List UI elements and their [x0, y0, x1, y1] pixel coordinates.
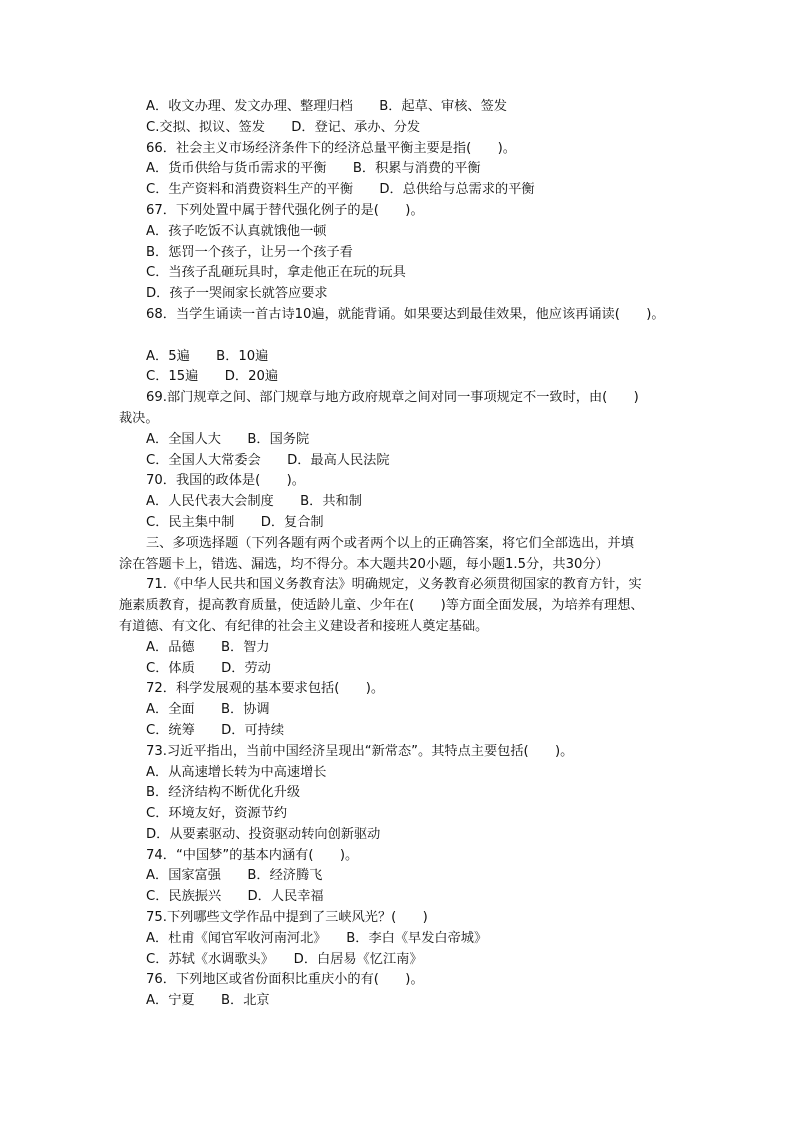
text-line: 73.习近平指出，当前中国经济呈现出“新常态”。其特点主要包括( )。	[146, 743, 574, 759]
text-line: 70．我国的政体是( )。	[146, 473, 305, 489]
text-line: C．民族振兴 D．人民幸福	[146, 889, 324, 905]
text-line: C．全国人大常委会 D．最高人民法院	[146, 452, 390, 468]
text-line: 75.下列哪些文学作品中提到了三峡风光？( )	[146, 910, 428, 926]
text-line: C．统筹 D．可持续	[146, 722, 285, 738]
text-line: A．孩子吃饭不认真就饿他一顿	[146, 223, 327, 239]
text-line: A．5遍 B．10遍	[146, 348, 269, 364]
text-line: 69.部门规章之间、部门规章与地方政府规章之间对同一事项规定不一致时，由( )	[146, 390, 639, 406]
text-line: B．经济结构不断优化升级	[146, 785, 301, 801]
text-line: 74．“中国梦”的基本内涵有( )。	[146, 847, 359, 863]
text-line: 有道德、有文化、有纪律的社会主义建设者和接班人奠定基础。	[119, 618, 489, 634]
text-line: A．全面 B．协调	[146, 702, 270, 718]
text-line: 71.《中华人民共和国义务教育法》明确规定，义务教育必须贯彻国家的教育方针，实	[146, 577, 642, 593]
text-line: 76．下列地区或省份面积比重庆小的有( )。	[146, 972, 424, 988]
text-line: 67．下列处置中属于替代强化例子的是( )。	[146, 202, 424, 218]
text-line: 裁决。	[119, 410, 159, 426]
text-line: A．收文办理、发文办理、整理归档 B．起草、审核、签发	[146, 99, 507, 114]
text-line: C．环境友好，资源节约	[146, 806, 288, 822]
text-line: A．杜甫《闻官军收河南河北》 B．李白《早发白帝城》	[146, 930, 488, 946]
document-page	[0, 97, 794, 1012]
text-line: A．人民代表大会制度 B．共和制	[146, 494, 362, 510]
text-line: 68．当学生诵读一首古诗10遍，就能背诵。如果要达到最佳效果，他应该再诵读( )。	[146, 306, 665, 322]
text-line: A．全国人大 B．国务院	[146, 431, 310, 447]
text-line: 涂在答题卡上，错选、漏选，均不得分。本大题共20小题，每小题1.5分，共30分）	[119, 556, 609, 572]
text-line: A．货币供给与货币需求的平衡 B．积累与消费的平衡	[146, 161, 481, 177]
text-line: C．当孩子乱砸玩具时，拿走他正在玩的玩具	[146, 265, 406, 281]
text-line: 施素质教育，提高教育质量，使适龄儿童、少年在( )等方面全面发展，为培养有理想、	[119, 598, 644, 614]
text-line: C.交拟、拟议、签发 D．登记、承办、分发	[146, 119, 421, 135]
text-line: 72．科学发展观的基本要求包括( )。	[146, 681, 385, 697]
text-line: B．惩罚一个孩子，让另一个孩子看	[146, 244, 353, 260]
section-heading: 三、多项选择题（下列各题有两个或者两个以上的正确答案，将它们全部选出，并填	[146, 535, 634, 551]
text-line: C．体质 D．劳动	[146, 660, 271, 676]
text-line: D．孩子一哭闹家长就答应要求	[146, 286, 328, 302]
text-line: 66．社会主义市场经济条件下的经济总量平衡主要是指( )。	[146, 140, 516, 156]
text-line: D．从要素驱动、投资驱动转向创新驱动	[146, 826, 381, 842]
text-line: C．生产资料和消费资料生产的平衡 D．总供给与总需求的平衡	[146, 182, 535, 198]
text-line: A．品德 B．智力	[146, 639, 270, 655]
text-line: C．民主集中制 D．复合制	[146, 514, 324, 530]
text-line: A．从高速增长转为中高速增长	[146, 764, 327, 780]
text-line: C．苏轼《水调歌头》 D．白居易《忆江南》	[146, 951, 423, 967]
text-line: A．国家富强 B．经济腾飞	[146, 868, 323, 884]
text-line: A．宁夏 B．北京	[146, 993, 270, 1009]
text-line: C．15遍 D．20遍	[146, 369, 279, 385]
